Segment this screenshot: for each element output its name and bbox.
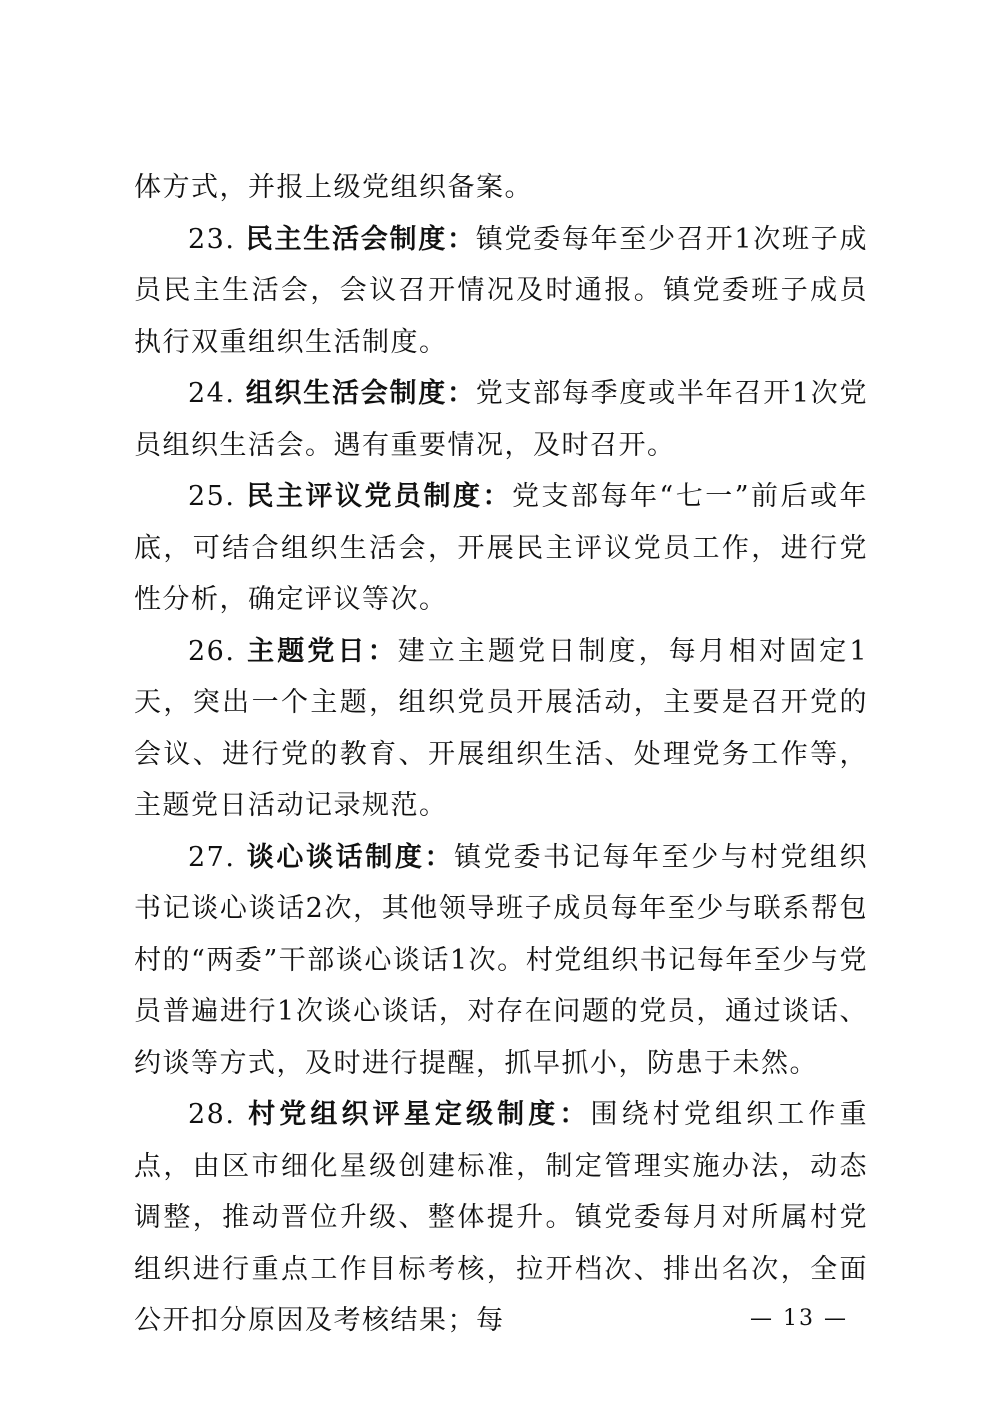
section-body: 党支部每年“七一”前后或年底，可结合组织生活会，开展民主评议党员工作，进行党性分析，确定评议等次。	[134, 481, 868, 615]
section-27	[134, 832, 868, 1090]
section-number: 23.	[188, 223, 236, 255]
section-26	[134, 626, 868, 832]
section-body: 镇党委书记每年至少与村党组织书记谈心谈话2次，其他领导班子成员每年至少与联系帮包村的“两委”干部谈心谈话1次。村党组织书记每年至少与党员普遍进行1次谈心谈话，对存在问题的党员，通过谈话、约谈等方式，及时进行提醒，抓早抓小，防患于未然。	[134, 841, 868, 1079]
section-heading: 组织生活会制度：	[245, 378, 476, 409]
section-heading: 主题党日：	[247, 635, 398, 667]
section-number: 28.	[188, 1099, 236, 1130]
page-number: — 13 —	[750, 1306, 848, 1331]
document-body	[134, 162, 868, 1347]
section-24	[134, 368, 868, 471]
section-25	[134, 471, 868, 626]
section-body: 围绕村党组织工作重点，由区市细化星级创建标准，制定管理实施办法，动态调整，推动晋位升级、整体提升。镇党委每月对所属村党组织进行重点工作目标考核，拉开档次、排出名次，全面公开扣分原因及考核结果；每	[134, 1099, 869, 1336]
section-body: 镇党委每年至少召开1次班子成员民主生活会，会议召开情况及时通报。镇党委班子成员执行双重组织生活制度。	[134, 223, 868, 358]
section-number: 27.	[188, 841, 236, 873]
section-heading: 民主生活会制度：	[245, 223, 476, 255]
section-heading: 村党组织评星定级制度：	[248, 1099, 591, 1130]
section-number: 25.	[188, 481, 236, 512]
section-heading: 谈心谈话制度：	[246, 841, 455, 873]
continuation-paragraph: 体方式，并报上级党组织备案。	[134, 172, 533, 203]
section-number: 24.	[188, 378, 236, 409]
section-23	[134, 214, 868, 369]
section-body: 党支部每季度或半年召开1次党员组织生活会。遇有重要情况，及时召开。	[134, 378, 868, 461]
section-heading: 民主评议党员制度：	[246, 481, 512, 512]
section-body: 建立主题党日制度，每月相对固定1天，突出一个主题，组织党员开展活动，主要是召开党的会议、进行党的教育、开展组织生活、处理党务工作等，主题党日活动记录规范。	[134, 635, 868, 821]
section-number: 26.	[188, 635, 236, 667]
